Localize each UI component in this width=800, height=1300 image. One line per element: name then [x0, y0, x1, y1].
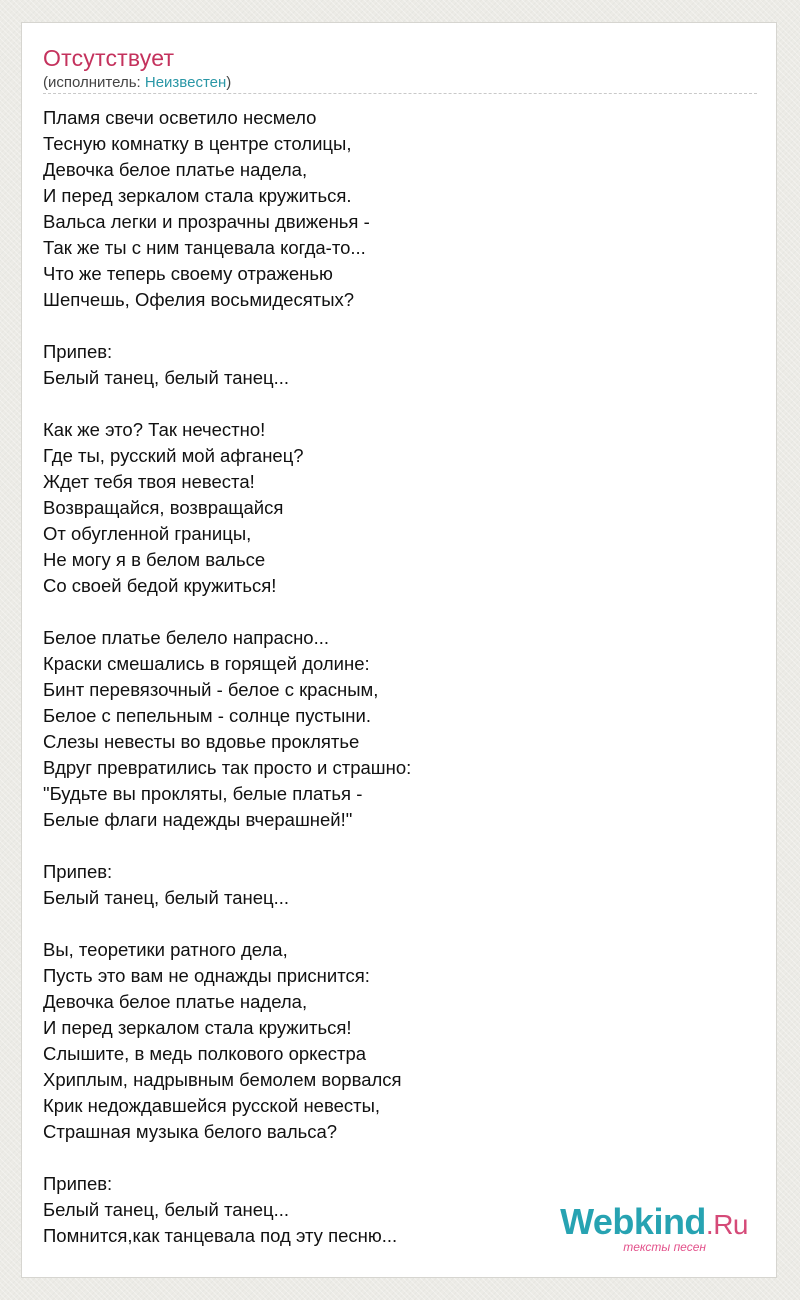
lyric-line: Припев: — [43, 1173, 113, 1194]
lyric-line: Белые флаги надежды вчерашней!" — [43, 809, 353, 830]
lyric-line: Вдруг превратились так просто и страшно: — [43, 757, 412, 778]
lyric-line: Так же ты с ним танцевала когда-то... — [43, 237, 366, 258]
site-logo[interactable] — [548, 1203, 748, 1253]
stanza-break — [43, 1145, 757, 1171]
logo-name: Webkind — [560, 1201, 706, 1242]
lyric-line: Пусть это вам не однажды приснится: — [43, 965, 370, 986]
lyric-line: Припев: — [43, 861, 113, 882]
lyric-line: Шепчешь, Офелия восьмидесятых? — [43, 289, 355, 310]
lyric-line: Как же это? Так нечестно! — [43, 419, 266, 440]
lyric-line: Девочка белое платье надела, — [43, 159, 308, 180]
stanza-break — [43, 599, 757, 625]
lyric-line: Краски смешались в горящей долине: — [43, 653, 370, 674]
lyric-line: Бинт перевязочный - белое с красным, — [43, 679, 379, 700]
lyric-line: Вы, теоретики ратного дела, — [43, 939, 288, 960]
stanza-break — [43, 313, 757, 339]
logo-tagline: тексты песен — [623, 1240, 706, 1254]
artist-line — [43, 73, 231, 93]
logo-wordmark — [548, 1203, 748, 1244]
lyric-line: Хриплым, надрывным бемолем ворвался — [43, 1069, 402, 1090]
lyric-line: Помнится,как танцевала под эту песню... — [43, 1225, 398, 1246]
lyric-line: Возвращайся, возвращайся — [43, 497, 284, 518]
lyric-line: Тесную комнатку в центре столицы, — [43, 133, 352, 154]
stanza-break — [43, 911, 757, 937]
lyric-line: Девочка белое платье надела, — [43, 991, 308, 1012]
lyric-line: Белое платье белело напрасно... — [43, 627, 330, 648]
lyric-line: "Будьте вы прокляты, белые платья - — [43, 783, 363, 804]
lyric-line: Со своей бедой кружиться! — [43, 575, 277, 596]
lyric-line: Не могу я в белом вальсе — [43, 549, 266, 570]
stanza-break — [43, 833, 757, 859]
lyric-line: Белое с пепельным - солнце пустыни. — [43, 705, 371, 726]
lyric-line: Вальса легки и прозрачны движенья - — [43, 211, 370, 232]
logo-tld: .Ru — [705, 1209, 748, 1240]
artist-suffix: ) — [226, 74, 232, 91]
song-title: Отсутствует — [43, 45, 175, 71]
lyric-line: Слезы невесты во вдовье проклятье — [43, 731, 360, 752]
artist-link[interactable]: Неизвестен — [144, 74, 227, 91]
stanza-break — [43, 391, 757, 417]
lyric-line: Где ты, русский мой афганец? — [43, 445, 304, 466]
lyric-line: Белый танец, белый танец... — [43, 887, 290, 908]
lyrics-card — [21, 22, 777, 1278]
lyrics-text — [43, 105, 757, 1249]
lyric-line: Что же теперь своему отраженью — [43, 263, 333, 284]
lyric-line: И перед зеркалом стала кружиться! — [43, 1017, 352, 1038]
lyric-line: И перед зеркалом стала кружиться. — [43, 185, 352, 206]
lyric-line: Страшная музыка белого вальса? — [43, 1121, 338, 1142]
lyric-line: От обугленной границы, — [43, 523, 252, 544]
lyric-line: Припев: — [43, 341, 113, 362]
lyric-line: Белый танец, белый танец... — [43, 1199, 290, 1220]
lyric-line: Слышите, в медь полкового оркестра — [43, 1043, 367, 1064]
artist-prefix: (исполнитель: — [43, 74, 145, 91]
lyric-line: Пламя свечи осветило несмело — [43, 107, 317, 128]
title-divider — [43, 93, 757, 94]
lyric-line: Ждет тебя твоя невеста! — [43, 471, 255, 492]
lyric-line: Белый танец, белый танец... — [43, 367, 290, 388]
lyric-line: Крик недождавшейся русской невесты, — [43, 1095, 381, 1116]
